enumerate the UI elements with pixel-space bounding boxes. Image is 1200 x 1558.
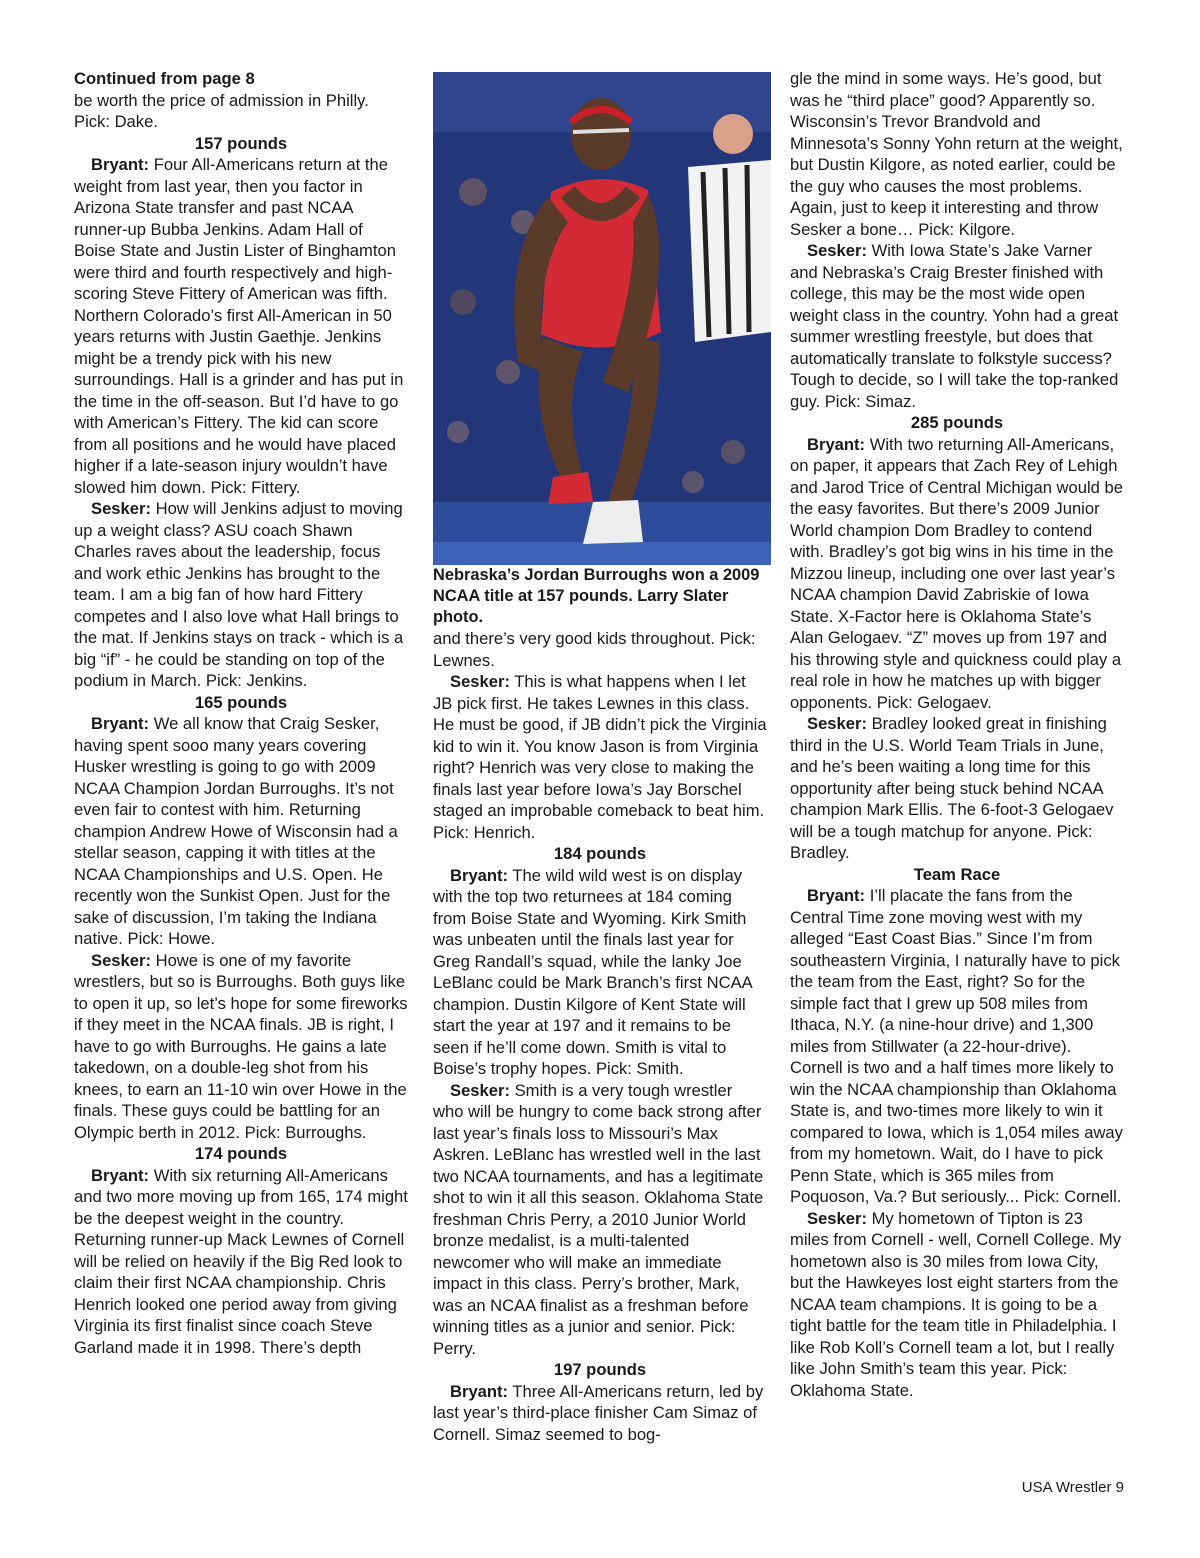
paragraph-text: The wild wild west is on display with the top two returnees at 184 coming from Boise State and Wyoming. Kirk Smith was unbeaten until the finals last year for Greg Randall’s squad, while the lanky Joe LeBlanc could be Mark Branch’s first NCAA champion. Dustin Kilgore of Kent State will start the year at 197 and it remains to be seen if he’ll come down. Smith is vital to Boise’s trophy hopes. Pick: Smith. xyxy=(433,865,752,1078)
article-column-2 xyxy=(433,72,767,1445)
paragraph-sesker-157 xyxy=(74,498,408,692)
lead-text: be worth the price of admission in Philly. Pick: Dake. xyxy=(74,90,369,131)
lead-paragraph: gle the mind in some ways. He’s good, but was he “third place” good? Apparently so. Wisconsin’s Trevor Brandvold and Minnesota’s Sonny Yohn return at the weight, but Dustin Kilgore, as noted earlier, could be the guy who causes the most problems. Again, just to keep it interesting and throw Sesker a bone… Pick: Kilgore. xyxy=(790,69,1123,239)
wrestler-photo-illustration xyxy=(433,72,771,565)
speaker-label: Bryant: xyxy=(91,155,150,174)
paragraph-bryant-165 xyxy=(74,713,408,950)
paragraph-bryant-285 xyxy=(790,434,1124,714)
paragraph-sesker-184 xyxy=(433,1080,767,1360)
speaker-label: Sesker: xyxy=(91,950,151,970)
speaker-label: Sesker: xyxy=(91,499,151,518)
weight-heading-197: 197 pounds xyxy=(553,1360,647,1379)
paragraph-text: My hometown of Tipton is 23 miles from Cornell - well, Cornell College. My hometown also is 30 miles from Iowa City, but the Hawkeyes lost eight starters from the NCAA team champions. It is going to be a tight battle for the team title in Philadelphia. I like Rob Koll’s Cornell team a lot, but I really like John Smith’s team this year. Pick: Oklahoma State. xyxy=(790,1208,1122,1400)
paragraph-sesker-team xyxy=(790,1208,1124,1402)
weight-heading-184: 184 pounds xyxy=(553,844,647,863)
speaker-label: Bryant: xyxy=(807,434,866,454)
weight-heading-174: 174 pounds xyxy=(194,1144,288,1163)
paragraph-bryant-197 xyxy=(433,1381,767,1446)
article-column-1 xyxy=(74,68,408,1358)
paragraph-bryant-174 xyxy=(74,1165,408,1359)
paragraph-text: Bradley looked great in finishing third in the U.S. World Team Trials in June, and he’s been waiting a long time for this opportunity after being stuck behind NCAA champion Mark Ellis. The 6-foot-3 Gelogaev will be a tough matchup for anyone. Pick: Bradley. xyxy=(790,714,1114,862)
speaker-label: Sesker: xyxy=(807,714,867,733)
speaker-label: Bryant: xyxy=(91,714,150,733)
paragraph-bryant-team xyxy=(790,885,1124,1208)
paragraph-sesker-197 xyxy=(790,240,1124,412)
speaker-label: Bryant: xyxy=(450,865,509,885)
speaker-label: Bryant: xyxy=(807,886,866,905)
paragraph-sesker-165 xyxy=(74,950,408,1144)
lead-paragraph: and there’s very good kids throughout. Pick: Lewnes. xyxy=(433,629,756,670)
paragraph-text: With Iowa State’s Jake Varner and Nebraska’s Craig Brester finished with college, this may be the most wide open weight class in the country. Yohn had a great summer wrestling freestyle, but does that automatically translate to folkstyle success? Tough to decide, so I will take the top-ranked guy. Pick: Simaz. xyxy=(790,241,1119,411)
speaker-label: Sesker: xyxy=(807,1208,867,1228)
weight-heading-157: 157 pounds xyxy=(194,133,288,153)
heading-team-race: Team Race xyxy=(913,864,1001,884)
paragraph-text: Smith is a very tough wrestler who will be hungry to come back strong after last year’s finals loss to Missouri’s Max Askren. LeBlanc has wrestled well in the last two NCAA tournaments, and has a legitimate shot to win it all this season. Oklahoma State freshman Chris Perry, a 2010 Junior World bronze medalist, is a multi-talented newcomer who will make an immediate impact in this class. Perry’s brother, Mark, was an NCAA finalist as a freshman before winning titles as a junior and senior. Pick: Perry. xyxy=(433,1080,764,1358)
paragraph-text: This is what happens when I let JB pick first. He takes Lewnes in this class. He must be good, if JB didn’t pick the Virginia kid to win it. You know Jason is from Virginia right? Henrich was very close to making the finals last year before Iowa’s Jay Borschel staged an improbable comeback to beat him. Pick: Henrich. xyxy=(433,672,767,842)
continued-paragraph xyxy=(74,68,408,133)
paragraph-sesker-285 xyxy=(790,713,1124,864)
paragraph-text: Howe is one of my favorite wrestlers, but so is Burroughs. Both guys like to open it up, so let’s hope for some fireworks if they meet in the NCAA finals. JB is right, I have to go with Burroughs. He gains a late takedown, on a double-leg shot from his knees, to earn an 11-10 win over Howe in the finals. These guys could be battling for an Olympic berth in 2012. Pick: Burroughs. xyxy=(74,950,408,1142)
weight-heading-285: 285 pounds xyxy=(910,413,1004,432)
page-footer: USA Wrestler 9 xyxy=(1021,1479,1124,1496)
paragraph-text: With six returning All-Americans and two more moving up from 165, 174 might be the deepest weight in the country. Returning runner-up Mack Lewnes of Cornell will be relied on heavily if the Big Red look to claim their first NCAA championship. Chris Henrich looked one period away from giving Virginia its first finalist since coach Steve Garland made it in 1998. There’s depth xyxy=(74,1165,408,1357)
wrestler-photo xyxy=(433,72,771,565)
paragraph-text: How will Jenkins adjust to moving up a weight class? ASU coach Shawn Charles raves about the leadership, focus and work ethic Jenkins has brought to the team. I am a big fan of how hard Fittery competes and I also love what Hall brings to the mat. If Jenkins stays on track - which is a big “if” - he could be standing on top of the podium in March. Pick: Jenkins. xyxy=(74,499,404,690)
speaker-label: Sesker: xyxy=(450,672,510,691)
paragraph-text: I’ll placate the fans from the Central Time zone moving west with my alleged “East Coast Bias.” Since I’m from southeastern Virginia, I naturally have to pick the team from the East, right? So for the simple fact that I grew up 508 miles from Ithaca, N.Y. (a nine-hour drive) and 1,300 miles from Stillwater (a 22-hour-drive). Cornell is two and a half times more likely to win the NCAA championship than Oklahoma State is, and two-times more likely to win it compared to Iowa, which is 1,054 miles away from my hometown. Wait, do I have to pick Penn State, which is 365 miles from Poquoson, Va.? But seriously... Pick: Cornell. xyxy=(790,886,1123,1206)
continued-label: Continued from page 8 xyxy=(74,69,255,88)
article-column-3 xyxy=(790,68,1124,1401)
speaker-label: Bryant: xyxy=(91,1165,150,1185)
paragraph-text: Four All-Americans return at the weight from last year, then you factor in Arizona State transfer and past NCAA runner-up Bubba Jenkins. Adam Hall of Boise State and Justin Lister of Binghamton were third and fourth respectively and high-scoring Steve Fittery of American was fifth. Northern Colorado’s first All-American in 50 years returns with Justin Gaethje. Jenkins might be a trendy pick with his new surroundings. Hall is a grinder and has put in the time in the off-season. But I’d have to go with American’s Fittery. The kid can score from all positions and he would have placed higher if a late-season injury wouldn’t have slowed him down. Pick: Fittery. xyxy=(74,155,404,497)
paragraph-bryant-157 xyxy=(74,154,408,498)
paragraph-text: With two returning All-Americans, on paper, it appears that Zach Rey of Lehigh and Jarod Trice of Central Michigan would be the easy favorites. But there’s 2009 Junior World champion Dom Bradley to contend with. Bradley’s got big wins in his time in the Mizzou lineup, including one over last year’s NCAA champion David Zabriskie of Iowa State. X-Factor here is Oklahoma State’s Alan Gelogaev. “Z” moves up from 197 and his throwing style and quickness could play a real role in how he matches up with bigger opponents. Pick: Gelogaev. xyxy=(790,434,1123,712)
paragraph-bryant-184 xyxy=(433,865,767,1080)
speaker-label: Sesker: xyxy=(450,1080,510,1100)
paragraph-sesker-174 xyxy=(433,671,767,843)
weight-heading-165: 165 pounds xyxy=(194,692,288,712)
speaker-label: Sesker: xyxy=(807,241,867,260)
paragraph-text: We all know that Craig Sesker, having spent sooo many years covering Husker wrestling is going to go with 2009 NCAA Champion Jordan Burroughs. It’s not even fair to contest with him. Returning champion Andrew Howe of Wisconsin had a stellar season, capping it with titles at the NCAA Championships and U.S. Open. He recently won the Sunkist Open. Just for the sake of discussion, I’m taking the Indiana native. Pick: Howe. xyxy=(74,714,398,948)
speaker-label: Bryant: xyxy=(450,1381,509,1401)
photo-caption: Nebraska’s Jordan Burroughs won a 2009 NCAA title at 157 pounds. Larry Slater photo. xyxy=(433,566,760,626)
paragraph-text: Three All-Americans return, led by last year’s third-place finisher Cam Simaz of Cornell. Simaz seemed to bog- xyxy=(433,1381,764,1444)
